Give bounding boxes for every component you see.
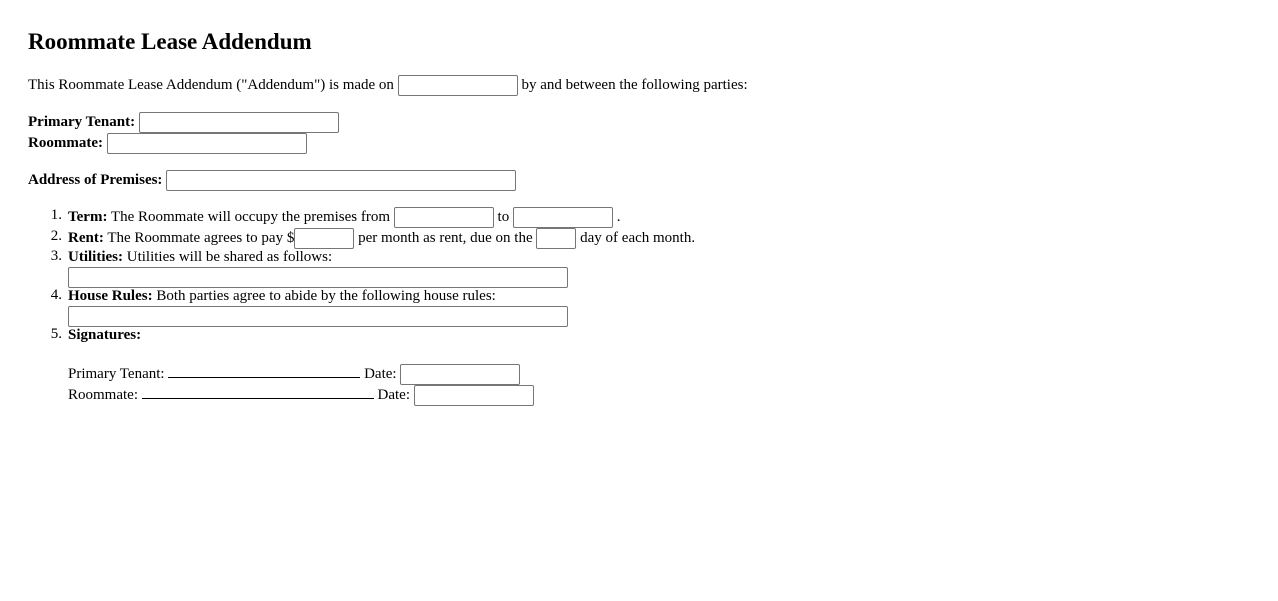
- primary-tenant-signature-label: Primary Tenant:: [68, 366, 165, 382]
- rent-mid-text: per month as rent, due on the: [358, 229, 533, 246]
- address-input[interactable]: [166, 170, 516, 191]
- house-rules-input[interactable]: [68, 306, 568, 327]
- roommate-signature-row: [68, 384, 534, 406]
- term-from-input[interactable]: [394, 207, 494, 228]
- utilities-text: Utilities will be shared as follows:: [126, 249, 333, 265]
- rent-text: The Roommate agrees to pay $: [107, 229, 295, 246]
- primary-tenant-date-label: Date:: [364, 366, 397, 382]
- primary-tenant-signature-line[interactable]: [168, 363, 360, 378]
- roommate-row: [28, 133, 307, 154]
- primary-tenant-input[interactable]: [139, 112, 339, 133]
- item-number: 5.: [50, 326, 62, 342]
- item-number: 3.: [50, 248, 62, 264]
- item-number: 2.: [50, 228, 62, 244]
- utilities-label: Utilities:: [68, 249, 123, 265]
- rent-due-day-input[interactable]: [536, 228, 576, 249]
- rent-amount-input[interactable]: [294, 228, 354, 249]
- roommate-date-label: Date:: [377, 387, 410, 403]
- primary-tenant-label: Primary Tenant:: [28, 113, 136, 130]
- intro-line: [28, 75, 748, 96]
- rent-label: Rent:: [68, 229, 104, 246]
- house-rules-label: House Rules:: [68, 288, 153, 304]
- term-label: Term:: [68, 208, 108, 225]
- primary-tenant-date-input[interactable]: [400, 364, 520, 385]
- utilities-input[interactable]: [68, 267, 568, 288]
- item-number: 1.: [50, 207, 62, 223]
- roommate-signature-label: Roommate:: [68, 387, 138, 403]
- page-title: Roommate Lease Addendum: [28, 29, 312, 54]
- roommate-signature-line[interactable]: [142, 384, 374, 399]
- term-to-input[interactable]: [513, 207, 613, 228]
- term-end-text: .: [616, 208, 621, 225]
- addendum-date-input[interactable]: [398, 75, 518, 96]
- term-to-text: to: [497, 208, 510, 225]
- address-label: Address of Premises:: [28, 171, 163, 188]
- intro-text-before: This Roommate Lease Addendum ("Addendum") is made on: [28, 76, 394, 93]
- signatures-label: Signatures:: [68, 327, 142, 343]
- roommate-input[interactable]: [107, 133, 307, 154]
- primary-tenant-row: [28, 112, 339, 133]
- item-number: 4.: [50, 287, 62, 303]
- rent-end-text: day of each month.: [580, 229, 696, 246]
- house-rules-text: Both parties agree to abide by the following house rules:: [156, 288, 496, 304]
- intro-text-after: by and between the following parties:: [521, 76, 748, 93]
- address-row: [28, 170, 516, 191]
- roommate-date-input[interactable]: [414, 385, 534, 406]
- roommate-label: Roommate:: [28, 134, 103, 151]
- primary-tenant-signature-row: [68, 363, 520, 385]
- term-text: The Roommate will occupy the premises from: [110, 208, 391, 225]
